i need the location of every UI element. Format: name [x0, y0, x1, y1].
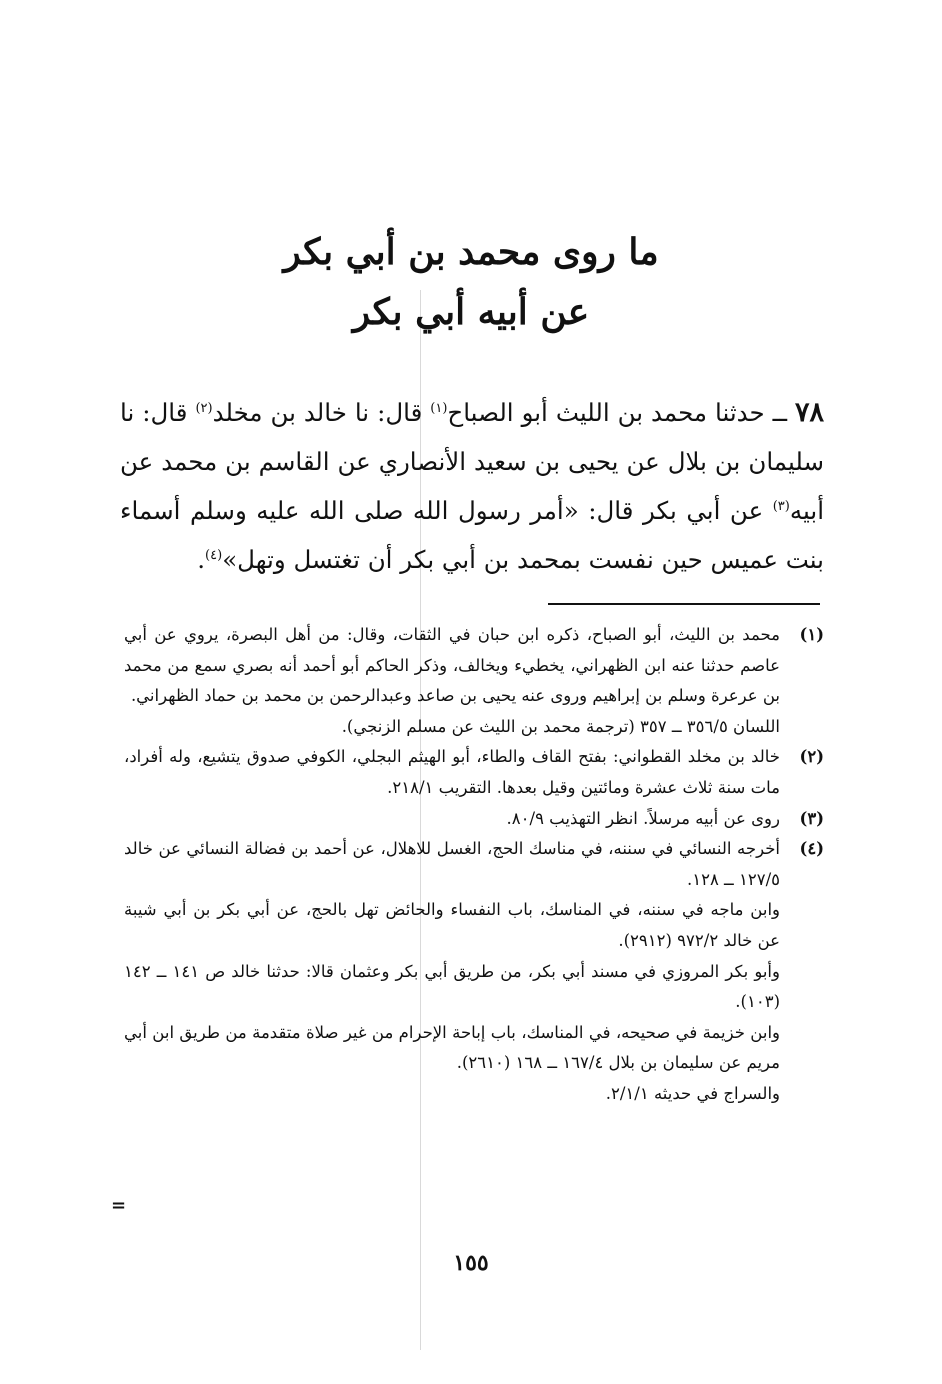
footnote-text: أخرجه النسائي في سننه، في مناسك الحج، الغسل للاهلال، عن أحمد بن فضالة النسائي عن خالد ١٢٧/٥ ــ ١٢٨.: [124, 839, 780, 889]
hadith-text-segment: ــ حدثنا محمد بن الليث أبو الصباح: [447, 398, 795, 427]
footnote-4: [124, 834, 824, 1109]
hadith-text-segment: عن أبي بكر قال: «أمر رسول الله صلى الله عليه وسلم أسماء بنت عميس حين نفست بمحمد بن أبي بكر أن تغتسل وتهل»: [120, 496, 824, 574]
page-number: ١٥٥: [453, 1250, 489, 1276]
chapter-heading-line-1: ما روى محمد بن أبي بكر: [283, 231, 659, 273]
footnote-text: وابن ماجه في سننه، في المناسك، باب النفساء والحائض تهل بالحج، عن أبي بكر بن أبي شيبة عن خالد ٩٧٢/٢ (٢٩١٢).: [124, 900, 780, 950]
footnote-number: (١): [799, 625, 824, 644]
footnote-number: (٣): [799, 808, 824, 828]
footnote-ref-4[interactable]: (٤): [205, 547, 223, 563]
footnote-text: خالد بن مخلد القطواني: بفتح القاف والطاء، أبو الهيثم البجلي، الكوفي صدوق يتشيع، وله أفراد، مات سنة ثلاث عشرة ومائتين وقيل بعدها. التقريب ٢١٨/١.: [124, 747, 780, 797]
chapter-heading: [200, 222, 742, 342]
footnote-ref-2[interactable]: (٢): [195, 400, 213, 416]
footnote-1: [124, 620, 824, 742]
footnote-ref-1[interactable]: (١): [430, 400, 448, 416]
footnote-ref-3[interactable]: (٣): [772, 498, 790, 514]
footnote-text: روى عن أبيه مرسلاً. انظر التهذيب ٨٠/٩.: [506, 808, 780, 828]
footnote-2: [124, 742, 824, 803]
footnote-number: (٢): [799, 747, 824, 767]
footnote-text: محمد بن الليث، أبو الصباح، ذكره ابن حبان في الثقات، وقال: من أهل البصرة، يروي عن أبي عاصم حدثنا عنه ابن الظهراني، يخطيء ويخالف، وذكر الحاكم أبو أحمد أنه بصري سمع من محمد بن عرعرة وسلم بن إبراهيم وروى عنه يحيى بن صاعد وعبدالرحمن بن محمد بن حماد الظهراني.: [124, 625, 780, 706]
footnote-3: [124, 804, 824, 835]
hadith-text-segment: قال: نا سليمان بن بلال عن يحيى بن سعيد الأنصاري عن القاسم بن محمد عن أبيه: [120, 398, 824, 525]
chapter-heading-line-2: عن أبيه أبي بكر: [352, 291, 590, 333]
hadith-text-segment: قال: نا خالد بن مخلد: [212, 398, 431, 427]
hadith-text-segment: .: [197, 545, 206, 574]
footnote-text: وأبو بكر المروزي في مسند أبي بكر، من طريق أبي بكر وعثمان قالا: حدثنا خالد ص ١٤١ ــ ١٤٢ (١٠٣).: [124, 961, 780, 1012]
footnote-number: (٤): [799, 839, 824, 859]
footnotes: [124, 620, 824, 1110]
hadith-number: ٧٨: [794, 397, 824, 428]
footnote-text: اللسان ٣٥٦/٥ ــ ٣٥٧ (ترجمة محمد بن الليث عن مسلم الزنجي).: [341, 716, 780, 736]
footnote-separator: [548, 603, 820, 605]
hadith-text: [120, 388, 824, 584]
footnote-text: وابن خزيمة في صحيحه، في المناسك، باب إباحة الإحرام من غير صلاة متقدمة من طريق ابن أبي مريم عن سليمان بن بلال ١٦٧/٤ ــ ١٦٨ (٢٦١٠).: [124, 1022, 780, 1073]
footnote-text: والسراج في حديثه ٢/١/١.: [605, 1083, 780, 1103]
continuation-mark: =: [111, 1195, 127, 1216]
